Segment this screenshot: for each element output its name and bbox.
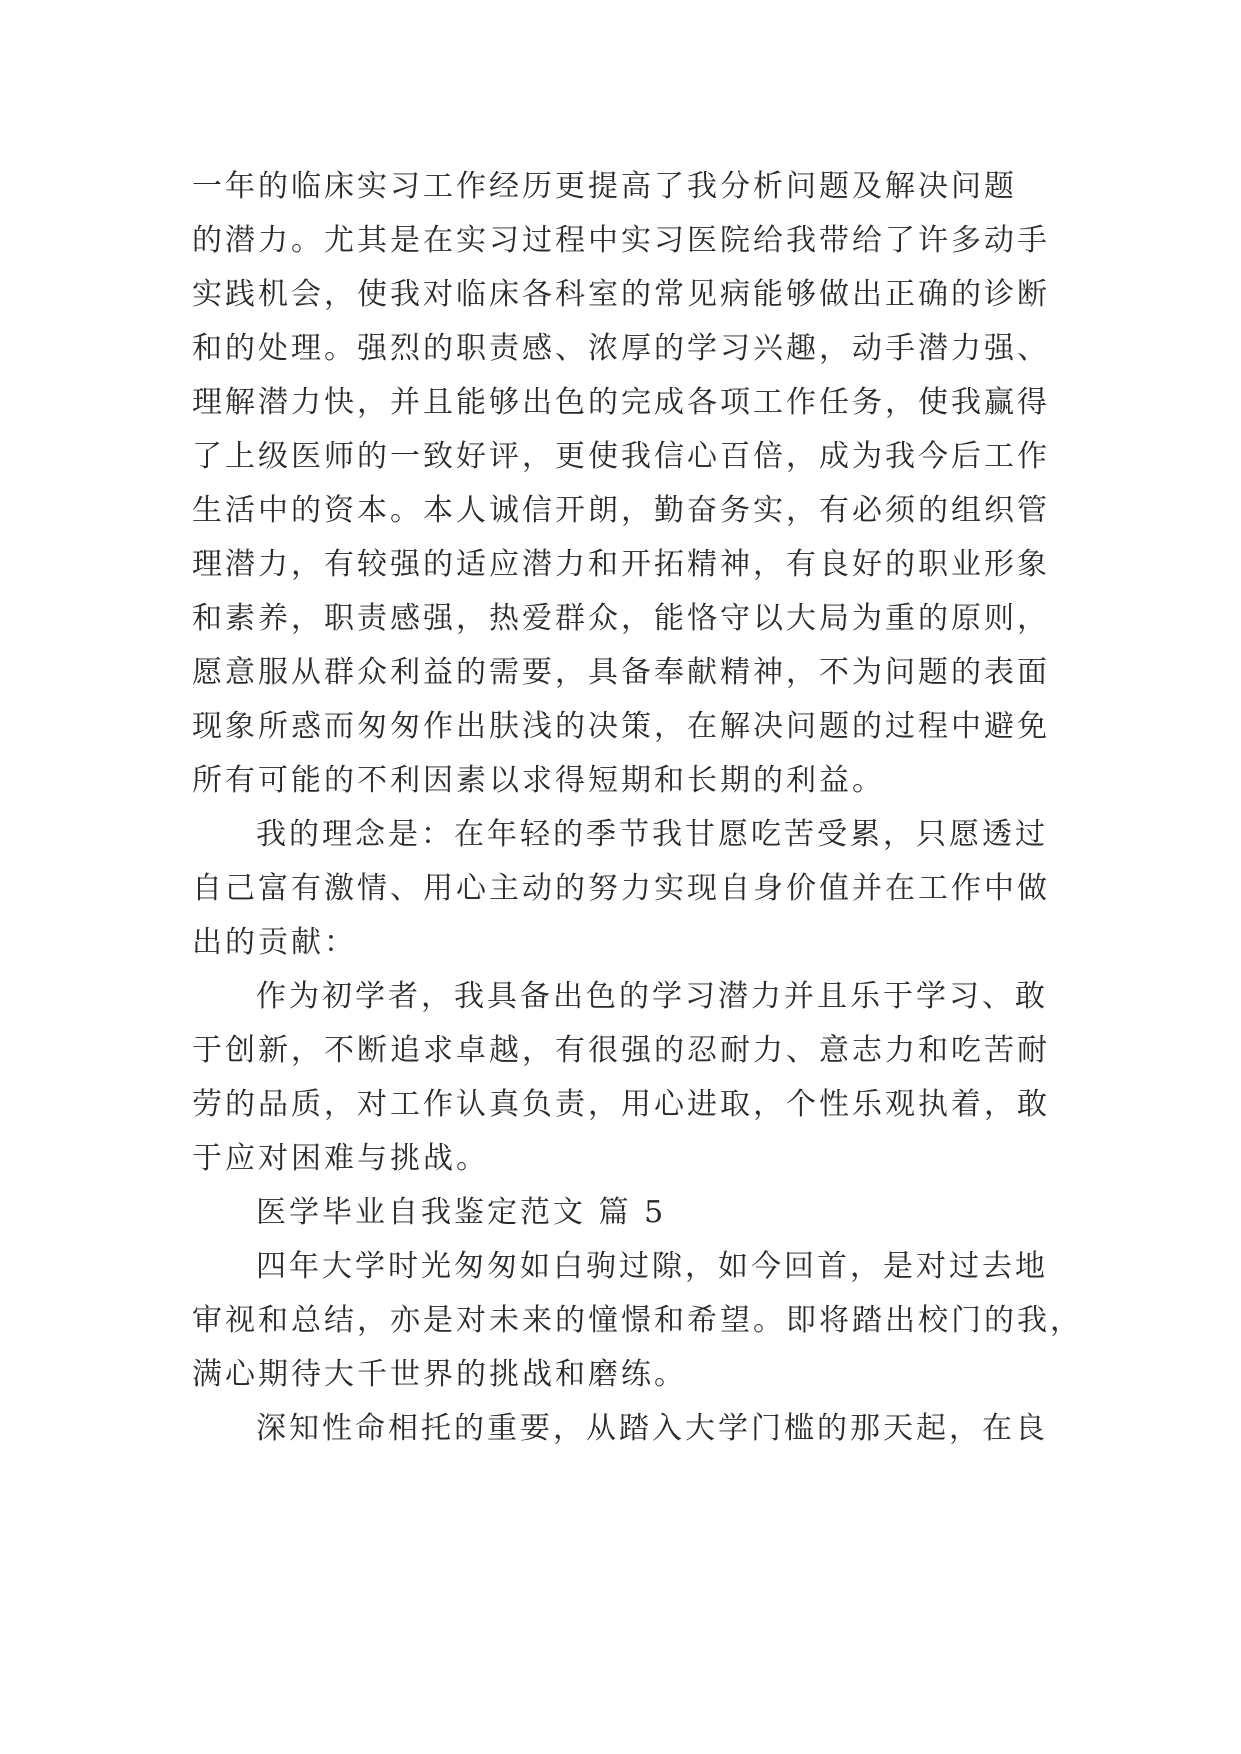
text-line: 深知性命相托的重要，从踏入大学门槛的那天起，在良 <box>256 1411 1048 1446</box>
text-line: 和素养，职责感强，热爱群众，能恪守以大局为重的原则， <box>192 601 1050 636</box>
paragraph-1 <box>192 160 1062 808</box>
text-line: 我的理念是：在年轻的季节我甘愿吃苦受累，只愿透过 <box>256 817 1048 852</box>
text-line: 一年的临床实习工作经历更提高了我分析问题及解决问题 <box>192 169 1017 204</box>
text-line: 现象所惑而匆匆作出肤浅的决策，在解决问题的过程中避免 <box>192 709 1050 744</box>
text-line: 的潜力。尤其是在实习过程中实习医院给我带给了许多动手 <box>192 223 1050 258</box>
text-line: 实践机会，使我对临床各科室的常见病能够做出正确的诊断 <box>192 277 1050 312</box>
text-line: 审视和总结，亦是对未来的憧憬和希望。即将踏出校门的我， <box>192 1303 1083 1338</box>
text-line: 于应对困难与挑战。 <box>192 1141 489 1176</box>
text-line: 四年大学时光匆匆如白驹过隙，如今回首，是对过去地 <box>256 1249 1048 1284</box>
document-body <box>192 160 1083 1456</box>
section-heading <box>192 1186 1062 1240</box>
text-line: 理潜力，有较强的适应潜力和开拓精神，有良好的职业形象 <box>192 547 1050 582</box>
text-line: 和的处理。强烈的职责感、浓厚的学习兴趣，动手潜力强、 <box>192 331 1050 366</box>
text-line: 了上级医师的一致好评，更使我信心百倍，成为我今后工作 <box>192 439 1050 474</box>
text-line: 生活中的资本。本人诚信开朗，勤奋务实，有必须的组织管 <box>192 493 1050 528</box>
section-heading-text: 医学毕业自我鉴定范文 篇 5 <box>256 1195 667 1230</box>
text-line: 理解潜力快，并且能够出色的完成各项工作任务，使我赢得 <box>192 385 1050 420</box>
text-line: 作为初学者，我具备出色的学习潜力并且乐于学习、敢 <box>256 979 1048 1014</box>
paragraph-4 <box>192 1240 1083 1402</box>
text-line: 愿意服从群众利益的需要，具备奉献精神，不为问题的表面 <box>192 655 1050 690</box>
paragraph-2 <box>192 808 1062 970</box>
text-line: 所有可能的不利因素以求得短期和长期的利益。 <box>192 763 885 798</box>
text-line: 于创新，不断追求卓越，有很强的忍耐力、意志力和吃苦耐 <box>192 1033 1050 1068</box>
paragraph-3 <box>192 970 1062 1186</box>
paragraph-5 <box>192 1402 1062 1456</box>
text-line: 出的贡献： <box>192 925 357 960</box>
text-line: 劳的品质，对工作认真负责，用心进取，个性乐观执着，敢 <box>192 1087 1050 1122</box>
text-line: 满心期待大千世界的挑战和磨练。 <box>192 1357 687 1392</box>
text-line: 自己富有激情、用心主动的努力实现自身价值并在工作中做 <box>192 871 1050 906</box>
